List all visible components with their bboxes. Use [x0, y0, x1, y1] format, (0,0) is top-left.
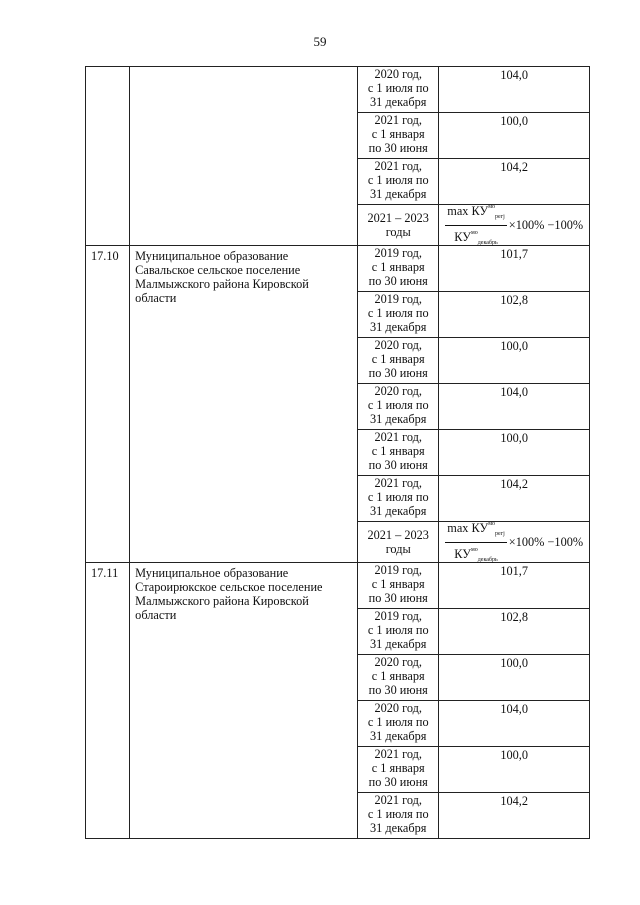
period-cell: 2019 год, с 1 июля по 31 декабря — [358, 609, 439, 655]
period-cell: 2020 год, с 1 января по 30 июня — [358, 338, 439, 384]
formula-cell — [439, 205, 590, 246]
value-cell: 104,2 — [439, 793, 590, 839]
period-cell: 2021 год, с 1 января по 30 июня — [358, 747, 439, 793]
value-cell: 104,2 — [439, 159, 590, 205]
period-cell: 2021 – 2023 годы — [358, 205, 439, 246]
tariff-table — [85, 66, 590, 839]
period-cell: 2021 год, с 1 января по 30 июня — [358, 113, 439, 159]
name-cell — [130, 67, 358, 246]
value-cell: 101,7 — [439, 246, 590, 292]
period-cell: 2021 год, с 1 июля по 31 декабря — [358, 159, 439, 205]
period-cell: 2019 год, с 1 января по 30 июня — [358, 563, 439, 609]
value-cell: 100,0 — [439, 430, 590, 476]
value-cell: 104,0 — [439, 701, 590, 747]
index-formula: $\frac{\max КУ^{мо}_{регj}}{КУ^{мо}_{декабрь}}$ ×100% −100% — [439, 522, 589, 562]
period-cell: 2020 год, с 1 июля по 31 декабря — [358, 67, 439, 113]
value-cell: 102,8 — [439, 609, 590, 655]
value-cell: 104,0 — [439, 67, 590, 113]
number-cell: 17.10 — [86, 246, 130, 563]
value-cell: 102,8 — [439, 292, 590, 338]
number-cell: 17.11 — [86, 563, 130, 839]
period-cell: 2020 год, с 1 июля по 31 декабря — [358, 701, 439, 747]
period-cell: 2021 – 2023 годы — [358, 522, 439, 563]
table-row — [86, 67, 590, 113]
value-cell: 100,0 — [439, 113, 590, 159]
period-cell: 2020 год, с 1 января по 30 июня — [358, 655, 439, 701]
value-cell: 101,7 — [439, 563, 590, 609]
period-cell: 2020 год, с 1 июля по 31 декабря — [358, 384, 439, 430]
value-cell: 100,0 — [439, 747, 590, 793]
formula-cell — [439, 522, 590, 563]
table-row — [86, 246, 590, 292]
value-cell: 104,2 — [439, 476, 590, 522]
period-cell: 2021 год, с 1 января по 30 июня — [358, 430, 439, 476]
value-cell: 104,0 — [439, 384, 590, 430]
period-cell: 2021 год, с 1 июля по 31 декабря — [358, 793, 439, 839]
page-number: 59 — [313, 34, 327, 49]
index-formula: $\frac{\max КУ^{мо}_{регj}}{КУ^{мо}_{декабрь}}$ ×100% −100% — [439, 205, 589, 245]
name-cell: Муниципальное образование Староирюкское сельское поселение Малмыжского района Кировской области — [130, 563, 358, 839]
period-cell: 2019 год, с 1 июля по 31 декабря — [358, 292, 439, 338]
number-cell — [86, 67, 130, 246]
table-row — [86, 563, 590, 609]
period-cell: 2021 год, с 1 июля по 31 декабря — [358, 476, 439, 522]
name-cell: Муниципальное образование Савальское сельское поселение Малмыжского района Кировской области — [130, 246, 358, 563]
period-cell: 2019 год, с 1 января по 30 июня — [358, 246, 439, 292]
value-cell: 100,0 — [439, 338, 590, 384]
value-cell: 100,0 — [439, 655, 590, 701]
